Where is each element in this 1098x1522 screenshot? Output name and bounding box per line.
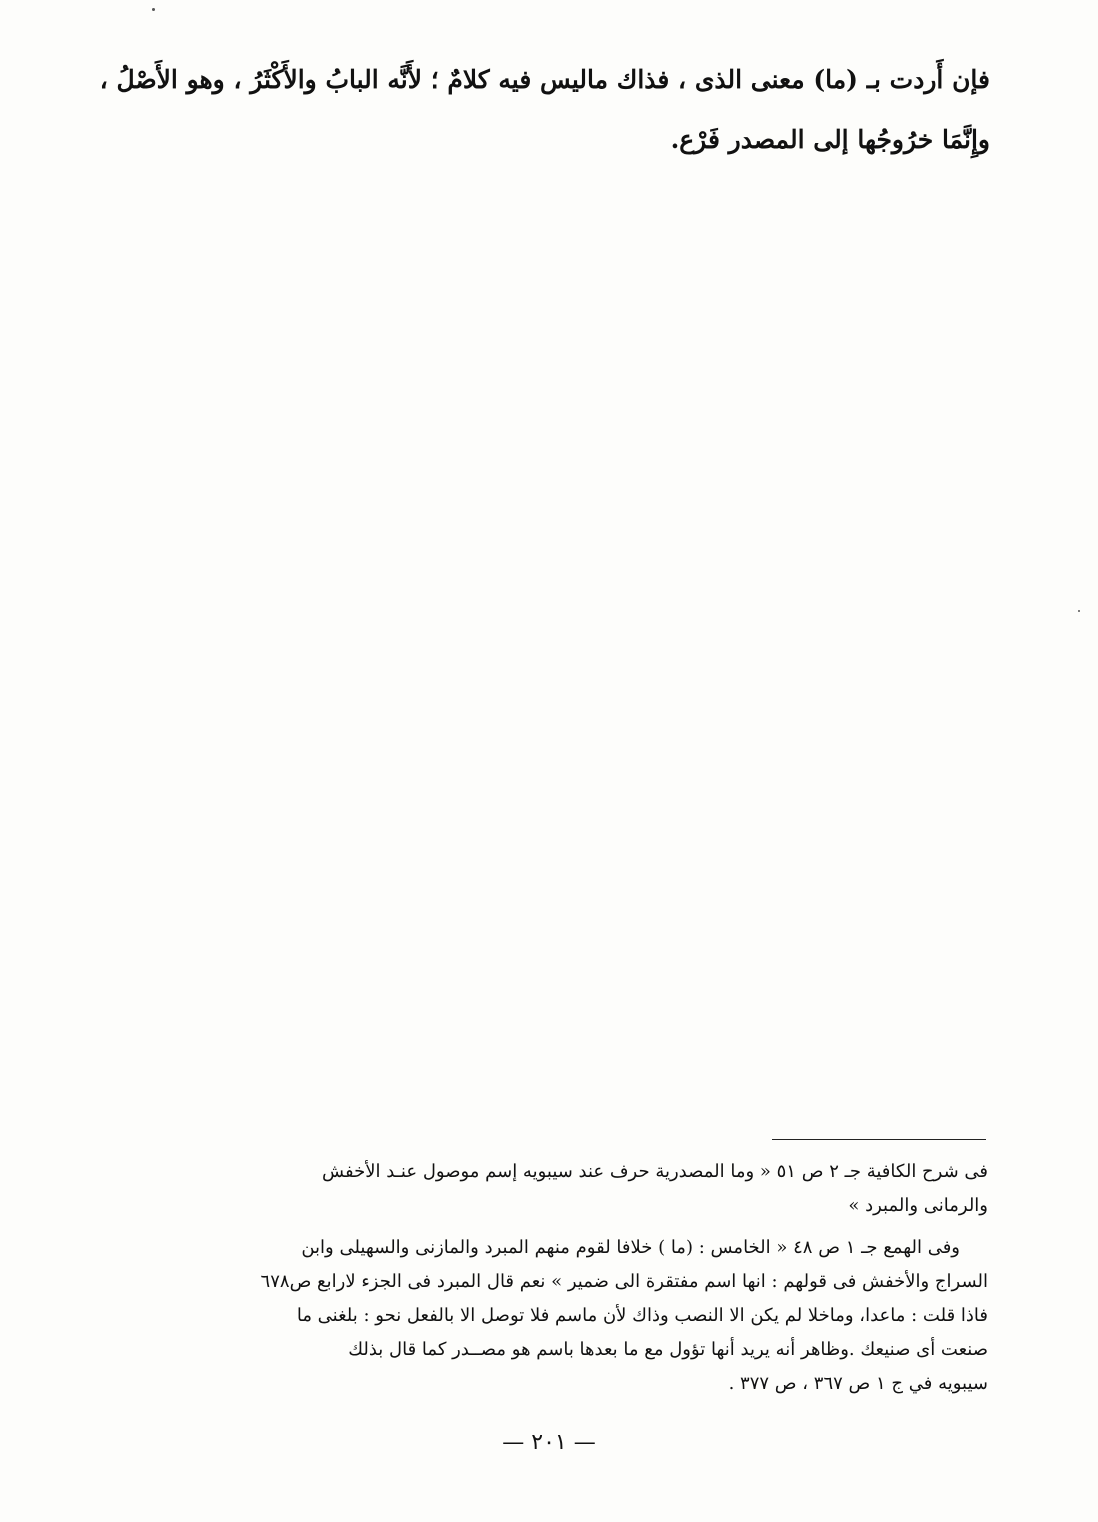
footnote-2-line-3: فاذا قلت : ماعدا، وماخلا لم يكن الا النصب وذاك لأن ماسم فلا توصل الا بالفعل نحو : بلغنى ما <box>296 1305 988 1326</box>
footnote-2 <box>110 1231 988 1401</box>
main-text-block <box>99 50 990 170</box>
scan-speck <box>152 8 155 11</box>
footnotes-block <box>110 1155 988 1401</box>
main-text-line-2: وإِنَّمَا خرُوجُها إلى المصدر فَرْع. <box>670 125 990 154</box>
footnote-2-line-5: سيبويه في ج ١ ص ٣٦٧ ، ص ٣٧٧ . <box>728 1373 988 1394</box>
footnote-2-line-2: السراج والأخفش فى قولهم : انها اسم مفتقرة الى ضمير » نعم قال المبرد فى الجزء لارابع ص٦٧٨ <box>260 1271 988 1292</box>
main-text-line-1: فإن أَردت بـ (ما) معنى الذى ، فذاك ماليس فيه كلامٌ ؛ لأَنَّه البابُ والأَكْثَرُ ، وهو الأَصْلُ ، <box>99 65 990 94</box>
footnote-separator <box>772 1139 986 1140</box>
footnote-1-line-2: والرمانى والمبرد » <box>848 1195 988 1216</box>
scan-speck <box>1078 610 1080 612</box>
page-number: — ٢٠١ — <box>502 1430 596 1455</box>
footnote-2-line-4: صنعت أى صنيعك .وظاهر أنه يريد أنها تؤول مع ما بعدها باسم هو مصــدر كما قال بذلك <box>348 1339 988 1360</box>
footnote-1-line-1: فى شرح الكافية جـ ٢ ص ٥١ « وما المصدرية حرف عند سيبويه إسم موصول عنـد الأخفش <box>322 1161 988 1182</box>
footnote-2-line-1: وفى الهمع جـ ١ ص ٤٨ « الخامس : (ما ) خلافا لقوم منهم المبرد والمازنى والسهيلى وابن <box>301 1237 960 1258</box>
footnote-1 <box>110 1155 988 1223</box>
footnote-gap <box>110 1223 988 1231</box>
